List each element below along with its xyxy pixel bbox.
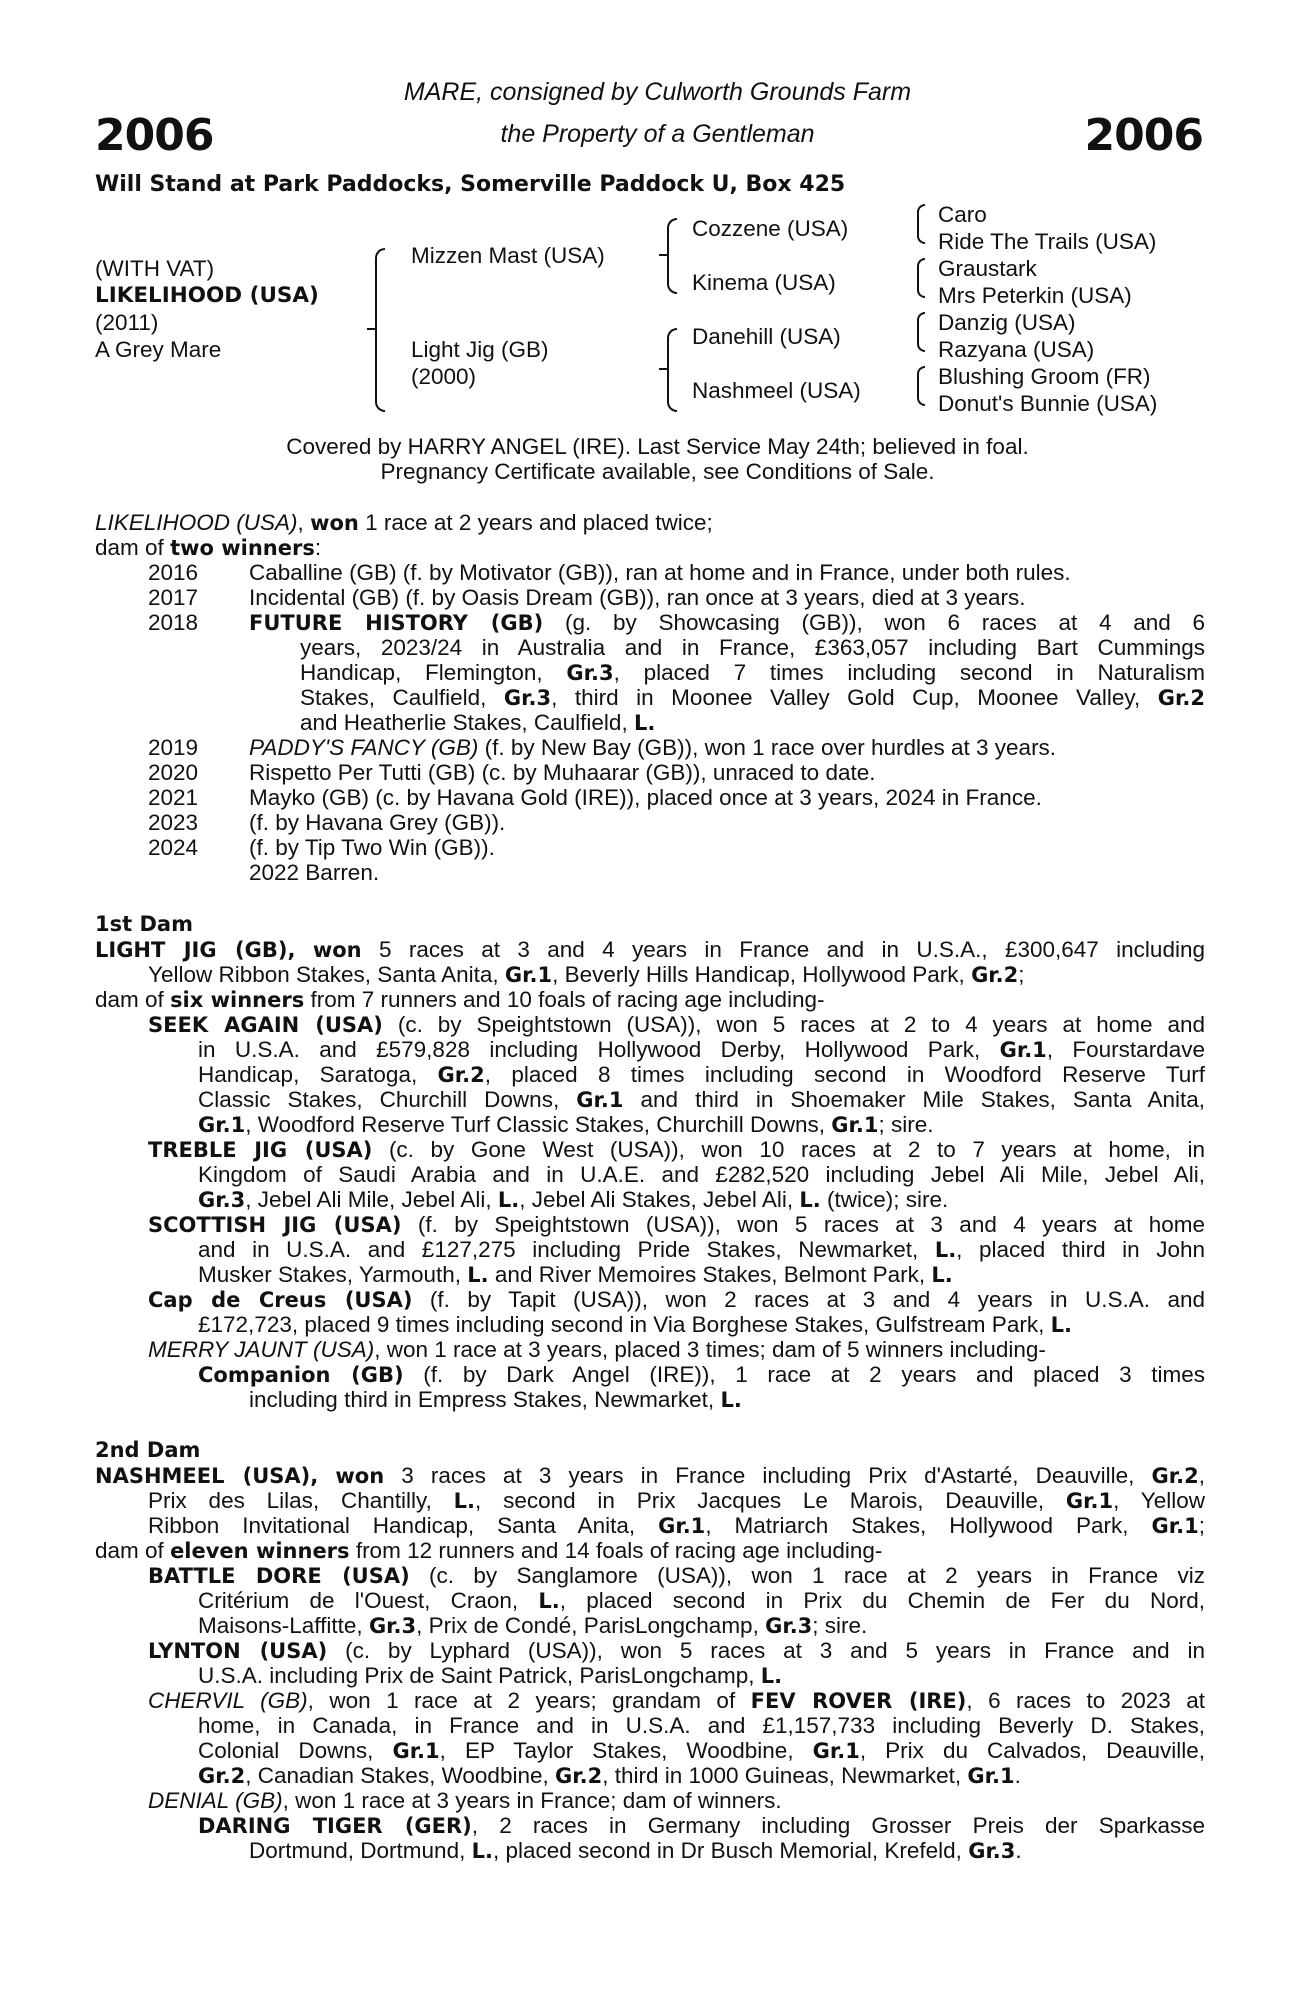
dam2-line2 <box>148 1488 1205 1515</box>
winners-count: eleven winners <box>170 1539 350 1563</box>
horse-name: LYNTON (USA) <box>148 1639 328 1663</box>
text: (c. by Sanglamore (USA)), won 1 race at 2 years in France viz <box>429 1563 1205 1588</box>
text: (c. by Speightstown (USA)), won 5 races at 2 to 4 years at home and <box>397 1012 1206 1037</box>
grade: Gr.3 <box>566 661 614 685</box>
dam-name: NASHMEEL (USA), <box>95 1464 319 1488</box>
scottish-jig-line3 <box>198 1262 953 1289</box>
grade: Gr.3 <box>503 686 552 710</box>
grade: Gr.1 <box>1151 1514 1199 1538</box>
text: , won 1 race at 2 years; grandam of <box>307 1688 736 1713</box>
text: , 2 races in Germany including Grosser Preis der Sparkasse <box>471 1813 1205 1838</box>
gen3-7: Blushing Groom (FR) <box>938 364 1151 389</box>
grade: Gr.1 <box>999 1038 1047 1062</box>
produce-year: 2016 <box>148 560 199 585</box>
horse-name: CHERVIL (GB) <box>148 1688 308 1713</box>
text: Prix des Lilas, Chantilly, <box>148 1488 432 1513</box>
first-dam-heading: 1st Dam <box>95 912 193 936</box>
produce-year: 2019 <box>148 735 199 760</box>
won-label: won <box>310 511 359 535</box>
text: (c. by Lyphard (USA)), won 5 races at 3 and 5 years in France and in <box>345 1638 1205 1663</box>
horse-year: (2011) <box>95 310 159 335</box>
gen3-5: Danzig (USA) <box>938 310 1076 335</box>
text: Classic Stakes, Churchill Downs, <box>198 1087 560 1112</box>
text: Handicap, Flemington, <box>300 660 543 685</box>
battle-dore-line1 <box>148 1563 1205 1590</box>
scottish-jig-line1 <box>148 1212 1205 1239</box>
horse-description: A Grey Mare <box>95 337 222 362</box>
text: (twice); sire. <box>827 1187 949 1212</box>
dam-year: (2000) <box>411 364 477 389</box>
text: (g. by Showcasing (GB)), won 6 races at 4 and 6 <box>564 610 1205 635</box>
sire-sire: Cozzene (USA) <box>692 216 849 241</box>
battle-dore-line3 <box>198 1613 867 1640</box>
text: Ribbon Invitational Handicap, Santa Anita, <box>148 1513 636 1538</box>
grade: Gr.2 <box>1157 686 1205 710</box>
text: , Woodford Reserve Turf Classic Stakes, Churchill Downs, <box>245 1112 825 1137</box>
text: , placed third in John <box>956 1237 1205 1262</box>
battle-dore-line2 <box>198 1588 1205 1615</box>
text: (c. by Gone West (USA)), won 10 races at 2 to 7 years at home, in <box>388 1137 1205 1162</box>
merry-jaunt-line <box>148 1337 1046 1363</box>
dam-sire: Danehill (USA) <box>692 324 841 349</box>
horse-name: BATTLE DORE (USA) <box>148 1564 410 1588</box>
dam2-line3 <box>148 1513 1205 1540</box>
gen3-6: Razyana (USA) <box>938 337 1095 362</box>
intro-text: 1 race at 2 years and placed twice; <box>365 510 713 535</box>
grade: Gr.2 <box>198 1764 246 1788</box>
seek-again-line3 <box>198 1062 1205 1089</box>
produce-text: (f. by Tip Two Win (GB)). <box>249 835 495 860</box>
grade: Gr.2 <box>971 963 1019 987</box>
horse-name: DENIAL (GB) <box>148 1788 283 1813</box>
future-history-name: FUTURE HISTORY (GB) <box>249 611 544 635</box>
grade: Gr.1 <box>831 1113 879 1137</box>
chervil-line1 <box>148 1688 1205 1715</box>
produce-intro: LIKELIHOOD (USA), won 1 race at 2 years and placed twice; <box>95 510 713 535</box>
horse-name: FEV ROVER (IRE) <box>750 1689 967 1713</box>
grade: Gr.1 <box>967 1764 1015 1788</box>
text: dam of <box>95 1538 164 1563</box>
future-history-line2: years, 2023/24 in Australia and in France, £363,057 including Bart Cummings <box>300 635 1205 660</box>
listed: L. <box>934 1238 957 1262</box>
text: from 12 runners and 14 foals of racing age including- <box>355 1538 883 1563</box>
pedigree-brace-main-tip <box>367 328 377 330</box>
horse-name: MERRY JAUNT (USA) <box>148 1337 375 1362</box>
dam1-line2 <box>148 962 1025 989</box>
winners-count: two winners <box>170 536 315 560</box>
dam2-line4 <box>95 1538 882 1565</box>
sire-name: Mizzen Mast (USA) <box>411 243 605 268</box>
text: and third in Shoemaker Mile Stakes, Santa Anita, <box>640 1087 1205 1112</box>
listed: L. <box>931 1263 953 1287</box>
listed: L. <box>633 711 656 735</box>
horse-name: DARING TIGER (GER) <box>198 1814 472 1838</box>
produce-year: 2018 <box>148 610 199 635</box>
text: (f. by Speightstown (USA)), won 5 races at 3 and 4 years at home <box>417 1212 1205 1237</box>
text: (f. by New Bay (GB)), won 1 race over hurdles at 3 years. <box>478 735 1057 760</box>
listed: L. <box>538 1589 560 1613</box>
barren-note: 2022 Barren. <box>249 860 380 885</box>
lot-number-right: 2006 <box>1084 110 1203 161</box>
grade: Gr.1 <box>504 963 553 987</box>
horse-name: SCOTTISH JIG (USA) <box>148 1213 402 1237</box>
second-dam-heading: 2nd Dam <box>95 1438 201 1462</box>
text: Stakes, Caulfield, <box>300 685 487 710</box>
cap-de-creus-line1 <box>148 1287 1205 1314</box>
chervil-line2: home, in Canada, in France and in U.S.A. and £1,157,733 including Beverly D. Stakes, <box>198 1713 1205 1738</box>
text: , placed 8 times including second in Woodford Reserve Turf <box>484 1062 1205 1087</box>
seek-again-line2 <box>198 1037 1205 1064</box>
produce-text: Caballine (GB) (f. by Motivator (GB)), ran at home and in France, under both rules. <box>249 560 1071 585</box>
produce-text <box>249 735 1056 761</box>
lot-number-left: 2006 <box>95 110 214 161</box>
treble-jig-line3 <box>198 1187 948 1214</box>
text: , EP Taylor Stakes, Woodbine, <box>439 1738 794 1763</box>
covered-line: Covered by HARRY ANGEL (IRE). Last Service May 24th; believed in foal. <box>286 434 1029 459</box>
vat-note: (WITH VAT) <box>95 256 215 281</box>
dam-name: LIGHT JIG (GB), <box>95 938 296 962</box>
text: , Jebel Ali Mile, Jebel Ali, <box>245 1187 492 1212</box>
text: , placed 7 times including second in Naturalism <box>613 660 1206 685</box>
listed: L. <box>471 1839 493 1863</box>
seek-again-line1 <box>148 1012 1205 1039</box>
text: in U.S.A. and £579,828 including Hollywood Derby, Hollywood Park, <box>198 1037 981 1062</box>
text: , <box>1198 1463 1205 1488</box>
text: , Canadian Stakes, Woodbine, <box>245 1763 549 1788</box>
future-history-line4 <box>300 685 1205 712</box>
dam1-line3 <box>95 987 825 1014</box>
produce-year: 2021 <box>148 785 199 810</box>
produce-dam-of <box>95 535 1205 562</box>
won-label: won <box>335 1464 385 1488</box>
stand-location: Will Stand at Park Paddocks, Somerville Paddock U, Box 425 <box>95 172 846 197</box>
text: (f. by Tapit (USA)), won 2 races at 3 and 4 years in U.S.A. and <box>429 1287 1205 1312</box>
text: Musker Stakes, Yarmouth, <box>198 1262 462 1287</box>
listed: L. <box>453 1489 476 1513</box>
grade: Gr.3 <box>968 1839 1016 1863</box>
dam-name: Light Jig (GB) <box>411 337 549 362</box>
text: dam of <box>95 987 164 1012</box>
text: and River Memoires Stakes, Belmont Park, <box>494 1262 926 1287</box>
gen3-8: Donut's Bunnie (USA) <box>938 391 1158 416</box>
pedigree-brace-3 <box>917 312 925 352</box>
produce-year: 2023 <box>148 810 199 835</box>
text: . <box>1015 1838 1022 1863</box>
grade: Gr.2 <box>437 1063 485 1087</box>
produce-text: Rispetto Per Tutti (GB) (c. by Muhaarar (GB)), unraced to date. <box>249 760 876 785</box>
text: , Prix de Condé, ParisLongchamp, <box>416 1613 759 1638</box>
text: Critérium de l'Ouest, Craon, <box>198 1588 519 1613</box>
gen3-4: Mrs Peterkin (USA) <box>938 283 1132 308</box>
pedigree-brace-sire-tip <box>659 254 669 256</box>
text: . <box>1014 1763 1021 1788</box>
grade: Gr.2 <box>555 1764 603 1788</box>
horse-name: LIKELIHOOD (USA) <box>95 283 319 308</box>
listed: L. <box>1050 1313 1072 1337</box>
daring-tiger-line1 <box>198 1813 1205 1840</box>
lynton-line2 <box>198 1663 782 1690</box>
text: , placed second in Dr Busch Memorial, Krefeld, <box>492 1838 962 1863</box>
text: (f. by Dark Angel (IRE)), 1 race at 2 years and placed 3 times <box>423 1362 1205 1387</box>
gen3-1: Caro <box>938 202 987 227</box>
pregnancy-line: Pregnancy Certificate available, see Conditions of Sale. <box>380 459 935 484</box>
listed: L. <box>760 1664 783 1688</box>
horse-name: SEEK AGAIN (USA) <box>148 1013 383 1037</box>
grade: Gr.1 <box>198 1113 246 1137</box>
chervil-line4 <box>198 1763 1021 1790</box>
text: , Fourstardave <box>1046 1037 1205 1062</box>
text: Colonial Downs, <box>198 1738 374 1763</box>
text: from 7 runners and 10 foals of racing age including- <box>310 987 825 1012</box>
text: Dortmund, Dortmund, <box>249 1838 466 1863</box>
text: including third in Empress Stakes, Newmarket, <box>249 1387 715 1412</box>
produce-text: Incidental (GB) (f. by Oasis Dream (GB)), ran once at 3 years, died at 3 years. <box>249 585 1026 610</box>
produce-year: 2017 <box>148 585 199 610</box>
chervil-line3 <box>198 1738 1205 1765</box>
grade: Gr.3 <box>765 1614 813 1638</box>
text: , third in 1000 Guineas, Newmarket, <box>602 1763 962 1788</box>
pedigree-brace-1 <box>917 204 925 244</box>
seek-again-line5 <box>198 1112 933 1139</box>
text: ; <box>1198 1513 1205 1538</box>
consignor-line: MARE, consigned by Culworth Grounds Farm <box>403 78 912 106</box>
text: 3 races at 3 years in France including Prix d'Astarté, Deauville, <box>401 1463 1135 1488</box>
text: 5 races at 3 and 4 years in France and in U.S.A., £300,647 including <box>378 937 1205 962</box>
text: and in U.S.A. and £127,275 including Pride Stakes, Newmarket, <box>198 1237 919 1262</box>
companion-line1 <box>198 1362 1205 1389</box>
winners-count: six winners <box>170 988 305 1012</box>
gen3-3: Graustark <box>938 256 1037 281</box>
horse-name: TREBLE JIG (USA) <box>148 1138 373 1162</box>
text: , second in Prix Jacques Le Marois, Deauville, <box>475 1488 1045 1513</box>
text: Yellow Ribbon Stakes, Santa Anita, <box>148 962 499 987</box>
text: Handicap, Saratoga, <box>198 1062 418 1087</box>
gen3-2: Ride The Trails (USA) <box>938 229 1157 254</box>
grade: Gr.3 <box>368 1614 417 1638</box>
text: £172,723, placed 9 times including second in Via Borghese Stakes, Gulfstream Park, <box>198 1312 1045 1337</box>
treble-jig-line2: Kingdom of Saudi Arabia and in U.A.E. and £282,520 including Jebel Ali Mile, Jebel Ali, <box>198 1162 1205 1187</box>
text: , Beverly Hills Handicap, Hollywood Park, <box>552 962 965 987</box>
horse-name: PADDY'S FANCY (GB) <box>249 735 479 760</box>
won-label: won <box>312 938 362 962</box>
text: , won 1 race at 3 years in France; dam of winners. <box>282 1788 782 1813</box>
pedigree-brace-4 <box>917 366 925 406</box>
mare-name-italic: LIKELIHOOD (USA) <box>95 510 298 535</box>
text: and Heatherlie Stakes, Caulfield, <box>300 710 628 735</box>
pedigree-brace-dam-tip <box>659 368 669 370</box>
text: , third in Moonee Valley Gold Cup, Moonee Valley, <box>551 685 1141 710</box>
grade: Gr.2 <box>1151 1464 1199 1488</box>
grade: Gr.1 <box>812 1739 860 1763</box>
text: ; sire. <box>812 1613 868 1638</box>
grade: Gr.1 <box>392 1739 440 1763</box>
text: U.S.A. including Prix de Saint Patrick, ParisLongchamp, <box>198 1663 755 1688</box>
companion-line2 <box>249 1387 742 1414</box>
text: ; <box>1018 962 1025 987</box>
text: , Jebel Ali Stakes, Jebel Ali, <box>519 1187 794 1212</box>
dam1-line1 <box>95 937 1205 964</box>
text: , 6 races to 2023 at <box>966 1688 1205 1713</box>
grade: Gr.1 <box>1065 1489 1114 1513</box>
text: , Yellow <box>1113 1488 1205 1513</box>
future-history-line3 <box>300 660 1205 687</box>
dam-dam: Nashmeel (USA) <box>692 378 861 403</box>
listed: L. <box>497 1188 520 1212</box>
future-history-line5 <box>300 710 655 737</box>
text: Maisons-Laffitte, <box>198 1613 363 1638</box>
listed: L. <box>799 1188 821 1212</box>
produce-year: 2020 <box>148 760 199 785</box>
pedigree-brace-sire <box>667 218 677 294</box>
denial-line <box>148 1788 782 1814</box>
property-line: the Property of a Gentleman <box>500 120 815 148</box>
scottish-jig-line2 <box>198 1237 1205 1264</box>
text: ; sire. <box>878 1112 934 1137</box>
cap-de-creus-line2 <box>198 1312 1072 1339</box>
text: , Prix du Calvados, Deauville, <box>859 1738 1205 1763</box>
horse-name: Cap de Creus (USA) <box>148 1288 413 1312</box>
produce-year: 2024 <box>148 835 199 860</box>
daring-tiger-line2 <box>249 1838 1022 1865</box>
treble-jig-line1 <box>148 1137 1205 1164</box>
future-history-line1 <box>249 610 1205 637</box>
text: , Matriarch Stakes, Hollywood Park, <box>705 1513 1129 1538</box>
pedigree-brace-dam <box>667 328 677 412</box>
pedigree-brace-main <box>375 248 385 412</box>
dam2-line1 <box>95 1463 1205 1490</box>
text: , won 1 race at 3 years, placed 3 times; dam of 5 winners including- <box>374 1337 1046 1362</box>
produce-text: Mayko (GB) (c. by Havana Gold (IRE)), placed once at 3 years, 2024 in France. <box>249 785 1042 810</box>
horse-name: Companion (GB) <box>198 1363 404 1387</box>
seek-again-line4 <box>198 1087 1205 1114</box>
grade: Gr.3 <box>198 1188 246 1212</box>
grade: Gr.1 <box>658 1514 706 1538</box>
colon: : <box>314 535 322 560</box>
text: , placed second in Prix du Chemin de Fer du Nord, <box>559 1588 1205 1613</box>
pedigree-brace-2 <box>917 258 925 298</box>
listed: L. <box>720 1388 742 1412</box>
listed: L. <box>467 1263 489 1287</box>
grade: Gr.1 <box>576 1088 624 1112</box>
sire-dam: Kinema (USA) <box>692 270 836 295</box>
lynton-line1 <box>148 1638 1205 1665</box>
produce-text: (f. by Havana Grey (GB)). <box>249 810 506 835</box>
dam-of-label: dam of <box>95 535 164 560</box>
